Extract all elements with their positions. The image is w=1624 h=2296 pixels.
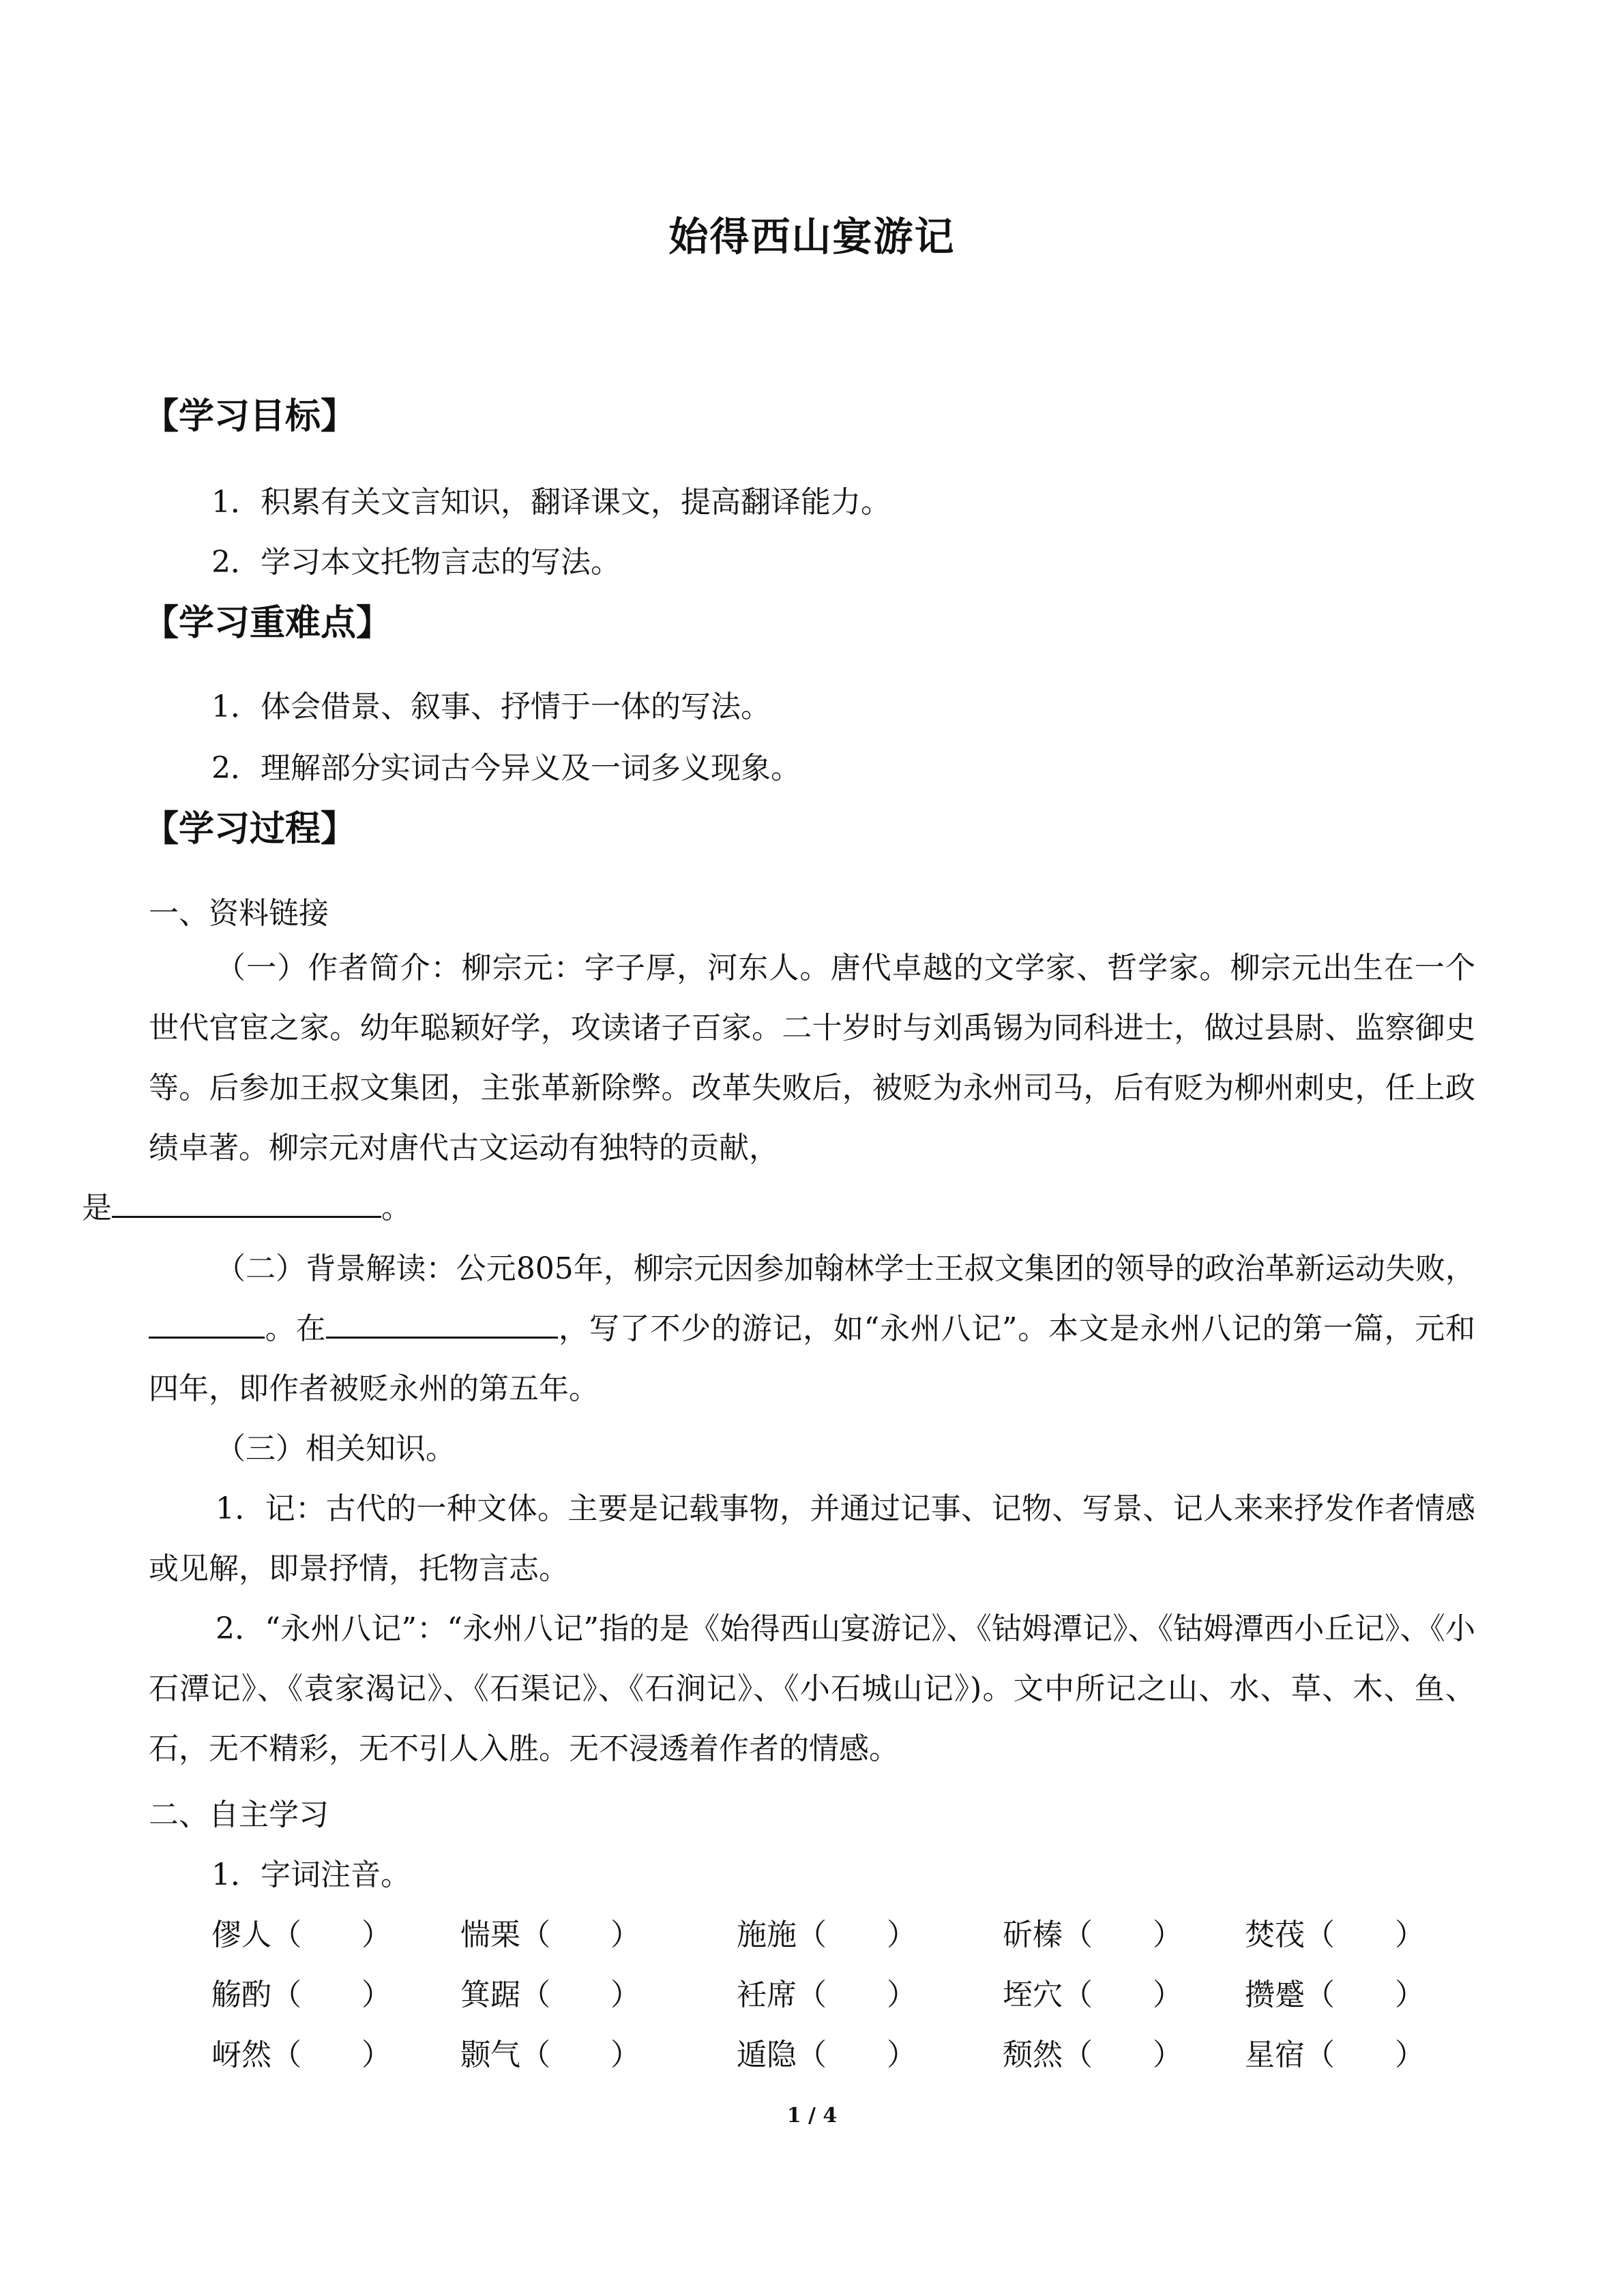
section1-label: 一、资料链接: [149, 896, 329, 931]
heading-key-points: 【学习重难点】: [143, 602, 392, 644]
author-intro-text: （一）作者简介：柳宗元：字子厚，河东人。唐代卓越的文学家、哲学家。柳宗元出生在一个世代官宦之家。幼年聪颖好学，攻读诸子百家。二十岁时与刘禹锡为同科进士，做过县尉、监察御史等。后参加王叔文集团，主张革新除弊。改革失败后，被贬为永州司马，后有贬为柳州刺史，任上政绩卓著。柳宗元对唐代古文运动有独特的贡献，: [149, 951, 1475, 1165]
pinyin-item[interactable]: 觞酌（ ）: [211, 1978, 392, 2012]
fill-blank-demoted[interactable]: [149, 1311, 265, 1339]
pinyin-item[interactable]: 颓然（ ）: [1003, 2038, 1183, 2072]
heading-goals: 【学习目标】: [143, 396, 357, 437]
pinyin-row-2: [211, 1970, 1507, 2014]
pinyin-item[interactable]: 衽席（ ）: [737, 1978, 917, 2012]
pinyin-item[interactable]: 施施（ ）: [737, 1918, 917, 1952]
section2-label: 二、自主学习: [149, 1798, 329, 1832]
heading-process: 【学习过程】: [143, 808, 357, 850]
background-text-a: （二）背景解读：公元805年，柳宗元因参加翰林学士王叔文集团的领导的政治革新运动失败，: [216, 1251, 1475, 1286]
pinyin-item[interactable]: 垤穴（ ）: [1003, 1978, 1183, 2012]
key-point-1: 1．体会借景、叙事、抒情于一体的写法。: [211, 689, 771, 724]
knowledge-item-1: 1．记：古代的一种文体。主要是记载事物，并通过记事、记物、写景、记人来来抒发作者情感或见解，即景抒情，托物言志。: [149, 1491, 1475, 1586]
author-tail-suffix: 。: [381, 1191, 411, 1225]
key-point-2: 2．理解部分实词古今异义及一词多义现象。: [211, 751, 801, 786]
background-text-b: 。在: [265, 1311, 327, 1346]
page-number: 1 / 4: [786, 2104, 838, 2128]
pinyin-item[interactable]: 攒蹙（ ）: [1245, 1978, 1425, 2012]
document-title: 始得西山宴游记: [668, 213, 956, 260]
pinyin-item[interactable]: 僇人（ ）: [211, 1918, 392, 1952]
background-paragraph: [149, 1239, 1475, 1419]
pinyin-item[interactable]: 遁隐（ ）: [737, 2038, 917, 2072]
goal-item-1: 1．积累有关文言知识，翻译课文，提高翻译能力。: [211, 485, 891, 520]
author-intro-paragraph: [82, 938, 1475, 1238]
pinyin-row-3: [211, 2030, 1507, 2074]
pinyin-row-1: [211, 1910, 1507, 1954]
pinyin-item[interactable]: 箕踞（ ）: [460, 1978, 640, 2012]
pinyin-item[interactable]: 岈然（ ）: [211, 2038, 392, 2072]
knowledge-item-2: 2．“永州八记”：“永州八记”指的是《始得西山宴游记》、《钴姆潭记》、《钴姆潭西小丘记》、《小石潭记》、《袁家渴记》、《石渠记》、《石涧记》、《小石城山记》)。文中所记之山、水、草、木、鱼、石，无不精彩，无不引人入胜。无不浸透着作者的情感。: [149, 1611, 1475, 1766]
pinyin-item[interactable]: 焚茷（ ）: [1245, 1918, 1425, 1952]
pinyin-item[interactable]: 星宿（ ）: [1245, 2038, 1425, 2072]
fill-blank-place[interactable]: [326, 1311, 558, 1339]
pinyin-item[interactable]: 颢气（ ）: [460, 2038, 640, 2072]
related-knowledge-label: （三）相关知识。: [216, 1431, 456, 1466]
author-tail-prefix: 是: [82, 1191, 112, 1225]
goal-item-2: 2．学习本文托物言志的写法。: [211, 545, 621, 580]
pinyin-item[interactable]: 惴栗（ ）: [460, 1918, 640, 1952]
fill-blank-contribution[interactable]: [112, 1190, 381, 1218]
background-text-c: ，写了不少的游记，如“永州八记”。本文是永州八记的第一篇，元和四年，即作者被贬永州的第五年。: [149, 1311, 1475, 1406]
pinyin-item[interactable]: 斫榛（ ）: [1003, 1918, 1183, 1952]
pinyin-task-label: 1．字词注音。: [211, 1858, 411, 1892]
